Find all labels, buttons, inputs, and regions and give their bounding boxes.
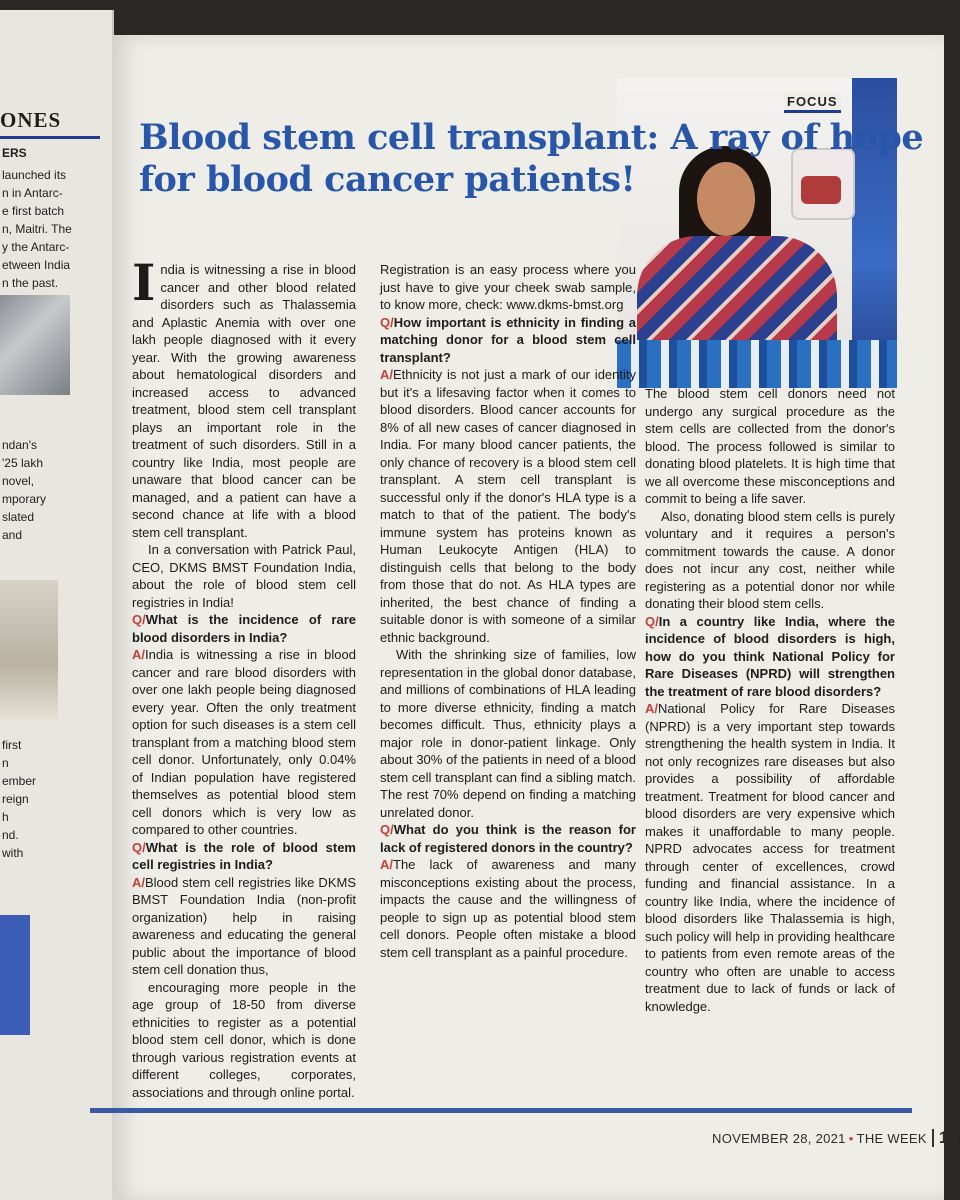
page-number: 19	[938, 1128, 959, 1147]
page-footer	[712, 1128, 958, 1148]
previous-page-header: ONES	[0, 108, 62, 132]
left-snippet: '25 lakh	[2, 456, 43, 470]
answer-text: The lack of awareness and many misconceptions existing about the process, impacts the cause and the willingness of people to sign up as potential blood stem cell donors. People often mistake a blood stem cell transplant as a painful procedure.	[380, 857, 636, 960]
question-text: What do you think is the reason for lack of registered donors in the country?	[380, 822, 636, 855]
question-text: What is the incidence of rare blood disorders in India?	[132, 612, 356, 645]
answer-prefix: A/	[380, 367, 393, 382]
registration-paragraph: Registration is an easy process where you just have to give your cheek swab sample, to know more, check: www.dkms-bmst.org	[380, 262, 636, 312]
question-prefix: Q/	[645, 613, 659, 629]
issue-date: NOVEMBER 28, 2021	[712, 1131, 846, 1146]
answer-prefix: A/	[132, 874, 145, 890]
left-snippet: reign	[2, 792, 29, 806]
footer-rule	[90, 1108, 912, 1113]
left-snippet: launched its	[2, 168, 67, 182]
left-snippet: ember	[2, 774, 37, 788]
question-prefix: Q/	[380, 314, 394, 330]
intro-paragraph	[132, 253, 356, 541]
answer-text: National Policy for Rare Diseases (NPRD) is a very important step towards strengthening the health system in India. It not only recognizes rare diseases but also provides a possibility of affordable treatment. Treatment for blood cancer and blood disorders are very expensive which makes it unaffordable to many people. NPRD advocates access for treatment through center of excellences, crowd funding and financial assistance. In a country like India, where the incidence of blood disorders like Thalassemia is high, such policy will help in providing healthcare to patients from even remote areas of the country who often are unable to access treatment due to lack of funds or lack of knowledge.	[645, 701, 895, 1014]
answer-3-continued: With the shrinking size of families, low representation in the global donor database, and millions of combinations of HLA leading to more diverse ethnicity, finding a match becomes difficult. Thus, ethnicity plays a major role in donor-patient linkage. Only about 30% of the patients in need of a blood stem cell transplant can find a sibling match. The rest 70% depend on finding a matching unrelated donor.	[380, 647, 636, 820]
left-snippet: h	[2, 810, 9, 824]
question-prefix: Q/	[380, 822, 394, 837]
intro-paragraph-2: In a conversation with Patrick Paul, CEO, DKMS BMST Foundation India, about the role of blood stem cell registries in India!	[132, 542, 356, 610]
question-prefix: Q/	[132, 612, 146, 627]
left-snippet: e first batch	[2, 204, 65, 218]
answer-prefix: A/	[380, 857, 393, 872]
footer-bullet: •	[848, 1131, 854, 1146]
column-3	[645, 385, 895, 1015]
left-snippet: first	[2, 738, 22, 752]
answer-4	[380, 856, 636, 961]
column-1	[132, 253, 356, 1101]
previous-page-photo	[0, 915, 30, 1035]
publication-name: THE WEEK	[856, 1131, 927, 1146]
question-5	[645, 613, 895, 701]
answer-1	[132, 646, 356, 839]
left-snippet: n, Maitri. The	[2, 222, 72, 236]
answer-3	[380, 366, 636, 646]
answer-4-continued: The blood stem cell donors need not undergo any surgical procedure as the stem cells are collected from the donor's blood. The process followed is similar to donating blood platelets. It is high time that we all overcome these misconceptions and commit to being a life saver.	[645, 386, 895, 506]
footer-divider	[932, 1129, 934, 1147]
magazine-page	[112, 35, 959, 1200]
left-snippet: etween India	[2, 258, 71, 272]
question-prefix: Q/	[132, 839, 146, 855]
answer-prefix: A/	[132, 647, 145, 662]
question-3	[380, 314, 636, 367]
question-text: What is the role of blood stem cell registries in India?	[132, 839, 356, 872]
column-2	[380, 261, 636, 961]
answer-text: Ethnicity is not just a mark of our identity but it's a lifesaving factor when it comes to blood disorders. Blood cancer accounts for 8% of all new cases of cancer diagnosed in India. For many blood cancer patients, the only chance of recovery is a blood stem cell transplant. A stem cell transplant is successful only if the donor's HLA type is a match to that of the patient. The body's immune system has proteins known as Human Leukocyte Antigen (HLA) to distinguish cells that belong to the body from those that do not. As HLA types are inherited, the best chance of finding a suitable donor is with someone of a similar ethnic background.	[380, 367, 636, 645]
left-snippet: with	[2, 846, 24, 860]
intro-text: ndia is witnessing a rise in blood cancer and other blood related disorders such as Thalassemia and Aplastic Anemia with over one lakh people diagnosed with it every year. With the growing awareness about hematological disorders and increased access to advanced treatment, blood stem cell transplant plays an important role in the treatment of such disorders. Still in a country like India, most people are unaware that blood cancer can be managed, and a patient can have a second chance at life with a blood stem cell transplant.	[132, 262, 356, 540]
answer-2	[132, 874, 356, 979]
left-snippet: ndan's	[2, 438, 37, 452]
previous-page-rule	[0, 136, 100, 139]
question-1	[132, 611, 356, 646]
left-snippet: novel,	[2, 474, 35, 488]
answer-prefix: A/	[645, 701, 658, 716]
drop-cap: I	[132, 253, 156, 312]
question-2	[132, 839, 356, 874]
previous-page-photo	[0, 580, 58, 720]
left-snippet: n in Antarc-	[2, 186, 63, 200]
question-text: In a country like India, where the incidence of blood disorders is high, how do you think National Policy for Rare Diseases (NPRD) will strengthen the treatment of rare blood disorders?	[645, 613, 895, 699]
left-snippet: slated	[2, 510, 35, 524]
left-snippet: n	[2, 756, 9, 770]
left-snippet: mporary	[2, 492, 47, 506]
left-snippet: nd.	[2, 828, 19, 842]
answer-text: India is witnessing a rise in blood cancer and rare blood disorders with over one lakh people being diagnosed every year. Often the only treatment option for such diseases is a stem cell transplant from a matching blood stem cell donor. Unfortunately, only 0.04% of Indian population have registered themselves as potential blood stem cell donors which is very low as compared to other countries.	[132, 647, 356, 837]
photo-blanket	[617, 340, 897, 388]
answer-text: Blood stem cell registries like DKMS BMST Foundation India (non-profit organization) help in raising awareness and educating the general public about the importance of blood stem cell donation thus,	[132, 874, 356, 977]
left-snippet: ERS	[2, 146, 27, 160]
left-snippet: and	[2, 528, 23, 542]
answer-2-continued: encouraging more people in the age group of 18-50 from diverse ethnicities to register as a potential blood stem cell donor, which is done through various registration events at different colleges, corporates, associations and through online portal.	[132, 979, 356, 1100]
question-text: How important is ethnicity in finding a matching donor for a blood stem cell transplant?	[380, 314, 636, 365]
question-4	[380, 821, 636, 856]
answer-4-paragraph-2: Also, donating blood stem cells is purely voluntary and it requires a person's commitment towards the cause. A donor does not incur any cost, neither while registering as a potential donor nor while donating their blood stem cells.	[645, 508, 895, 611]
answer-5	[645, 700, 895, 1015]
left-snippet: y the Antarc-	[2, 240, 70, 254]
section-label: FOCUS	[784, 93, 841, 113]
previous-page	[0, 10, 114, 1200]
left-snippet: n the past.	[2, 276, 59, 290]
previous-page-photo	[0, 295, 70, 395]
article-title: Blood stem cell transplant: A ray of hope for blood cancer patients!	[139, 117, 924, 200]
